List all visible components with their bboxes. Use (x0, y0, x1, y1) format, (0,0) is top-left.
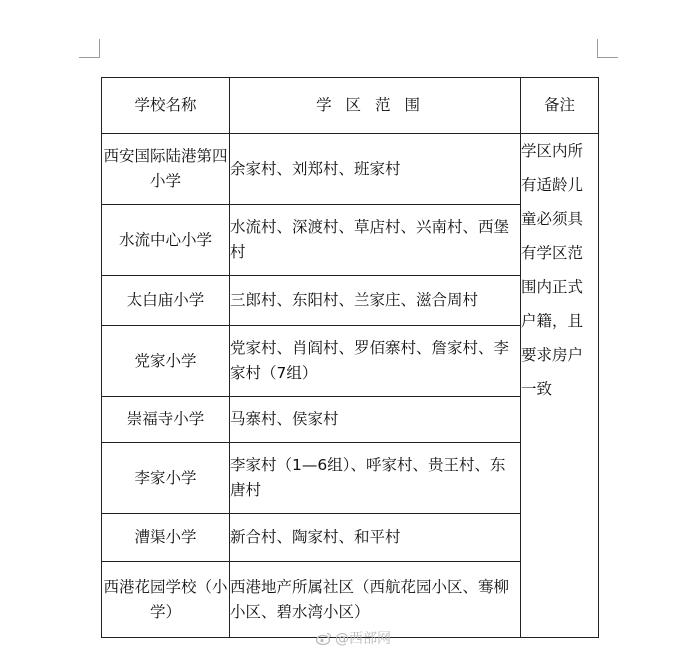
weibo-icon (316, 632, 332, 645)
note-cell (521, 134, 599, 638)
table-header-row (102, 78, 599, 134)
header-zone-range: 学区范围 (230, 78, 521, 134)
header-school-name: 学校名称 (102, 78, 230, 134)
zone-range-cell: 西港地产所属社区（西航花园小区、骞柳小区、碧水湾小区） (230, 562, 521, 638)
school-name-cell: 西安国际陆港第四小学 (102, 134, 230, 205)
zone-range-cell: 水流村、深渡村、草店村、兴南村、西堡村 (230, 205, 521, 276)
school-name-cell: 李家小学 (102, 443, 230, 514)
zone-range-cell: 余家村、刘郑村、班家村 (230, 134, 521, 205)
table-row (102, 134, 599, 205)
zone-range-cell: 新合村、陶家村、和平村 (230, 514, 521, 562)
page-corner-mark-top-right (597, 39, 618, 58)
school-name-cell: 西港花园学校（小学） (102, 562, 230, 638)
header-note: 备注 (521, 78, 599, 134)
school-name-cell: 太白庙小学 (102, 276, 230, 326)
watermark (316, 628, 391, 648)
watermark-text: @西部网 (335, 631, 391, 647)
zone-range-cell: 党家村、肖阎村、罗佰寨村、詹家村、李家村（7组） (230, 326, 521, 397)
zone-range-cell: 李家村（1—6组）、呼家村、贵王村、东唐村 (230, 443, 521, 514)
note-text: 学区内所有适龄儿童必须具有学区范围内正式户籍，且要求房户一致 (521, 142, 584, 398)
school-name-cell: 漕渠小学 (102, 514, 230, 562)
school-name-cell: 崇福寺小学 (102, 397, 230, 443)
page-corner-mark-top-left (79, 39, 100, 58)
school-zone-table (101, 77, 599, 638)
school-name-cell: 水流中心小学 (102, 205, 230, 276)
school-name-cell: 党家小学 (102, 326, 230, 397)
zone-range-cell: 马寨村、侯家村 (230, 397, 521, 443)
zone-range-cell: 三郎村、东阳村、兰家庄、滋合周村 (230, 276, 521, 326)
